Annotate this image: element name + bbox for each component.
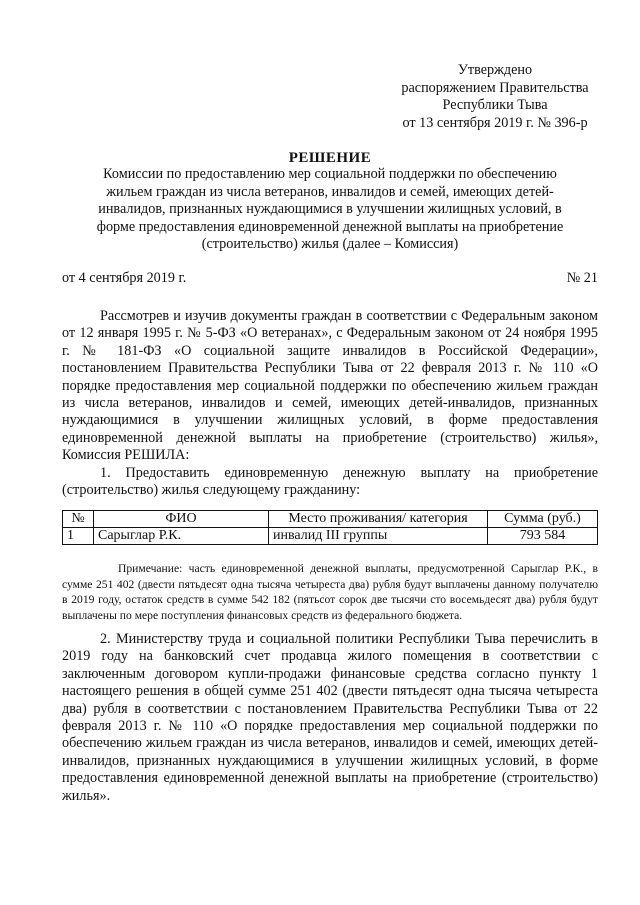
document-subtitle: Комиссии по предоставлению мер социальной поддержки по обеспечению жильем граждан из числа ветеранов, инвалидов и семей, имеющих детей-инвалидов, признанных нуждающимися в улучшении жилищных условий, в форме предоставления единовременной денежной выплаты на приобретение (строительство) жилья (далее – Комиссия) <box>96 166 564 253</box>
document-title: РЕШЕНИЕ <box>288 150 372 166</box>
table-cell: 793 584 <box>488 528 598 545</box>
approval-stamp <box>380 62 610 132</box>
table-row <box>63 528 598 545</box>
approval-line: от 13 сентября 2019 г. № 396-р <box>402 114 588 131</box>
table-cell: инвалид III группы <box>269 528 488 545</box>
table-cell: 1 <box>63 528 94 545</box>
approval-line: распоряжением Правительства <box>401 79 589 96</box>
approval-line: Утверждено <box>457 62 533 78</box>
column-header: ФИО <box>94 511 269 528</box>
intro-paragraph: Рассмотрев и изучив документы граждан в соответствии с Федеральным законом от 12 января 1995 г. № 5-ФЗ «О ветеранах», с Федеральным законом от 24 ноября 1995 г. № 181-ФЗ «О социальной защите инвалидов в Российской Федерации», постановлением Правительства Республики Тыва от 22 февраля 2013 г. № 110 «О порядке предоставления мер социальной поддержки по обеспечению жильем граждан из числа ветеранов, инвалидов и семей, имеющих детей-инвалидов, признанных нуждающимися в улучшении жилищных условий, в форме предоставления единовременной денежной выплаты на приобретение (строительство) жилья», Комиссия РЕШИЛА: <box>62 308 598 464</box>
date-number-row <box>62 270 598 287</box>
decision-number: № 21 <box>566 270 598 286</box>
item-2-block <box>62 631 598 805</box>
column-header: Место проживания/ категория <box>269 511 488 528</box>
table-cell: Сарыглар Р.К. <box>94 528 269 545</box>
column-header: Сумма (руб.) <box>488 511 598 528</box>
footnote: Примечание: часть единовременной денежной выплаты, предусмотренной Сарыглар Р.К., в сумме 251 402 (двести пятьдесят одна тысяча четыреста два) рубля будут выплачены данному получателю в 2019 году, остаток средств в сумме 542 182 (пятьсот сорок две тысячи сто восемьдесят два) рубля будут выплачены по мере поступления финансовых средств из федерального бюджета. <box>62 562 598 622</box>
item-1-paragraph: 1. Предоставить единовременную денежную выплату на приобретение (строительство) жилья следующему гражданину: <box>62 464 598 499</box>
approval-line: Республики Тыва <box>442 97 548 113</box>
decision-body <box>62 308 598 499</box>
item-2-paragraph: 2. Министерству труда и социальной политики Республики Тыва перечислить в 2019 году на банковский счет продавца жилого помещения в соответствии с заключенным договором купли-продажи финансовые средства согласно пункту 1 настоящего решения в общей сумме 251 402 (двести пятьдесят одна тысяча четыреста два) рубля в соответствии с постановлением Правительства Республики Тыва от 22 февраля 2013 г. № 110 «О порядке предоставления мер социальной поддержки по обеспечению жильем граждан из числа ветеранов, инвалидов и семей, имеющих детей-инвалидов, признанных нуждающимися в улучшении жилищных условий, в форме предоставления единовременной денежной выплаты на приобретение (строительство) жилья». <box>62 631 598 804</box>
grant-table <box>62 510 598 545</box>
column-header: № <box>63 511 94 528</box>
table-header-row <box>63 511 598 528</box>
decision-date: от 4 сентября 2019 г. <box>62 270 187 286</box>
